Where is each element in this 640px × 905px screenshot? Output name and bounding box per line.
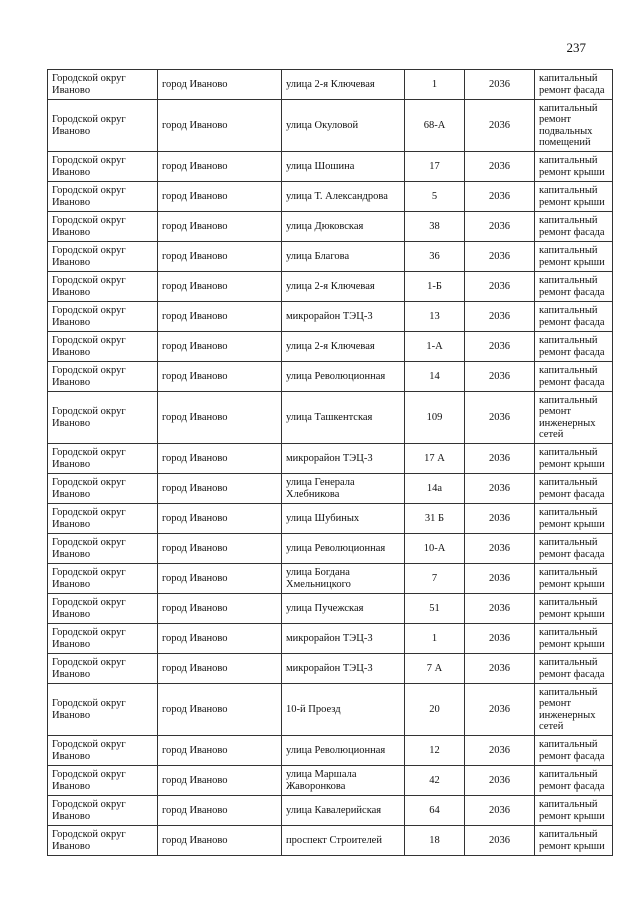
year-cell: 2036 bbox=[465, 242, 535, 272]
house-number-cell: 17 bbox=[405, 152, 465, 182]
work-type-cell: капитальный ремонт крыши bbox=[535, 242, 613, 272]
district-cell: Городской округ Иваново bbox=[48, 212, 158, 242]
street-cell: улица Богдана Хмельницкого bbox=[282, 564, 405, 594]
city-cell: город Иваново bbox=[158, 362, 282, 392]
street-cell: улица Ташкентская bbox=[282, 392, 405, 444]
street-cell: микрорайон ТЭЦ-3 bbox=[282, 654, 405, 684]
year-cell: 2036 bbox=[465, 444, 535, 474]
street-cell: улица Маршала Жаворонкова bbox=[282, 766, 405, 796]
city-cell: город Иваново bbox=[158, 474, 282, 504]
year-cell: 2036 bbox=[465, 796, 535, 826]
house-number-cell: 64 bbox=[405, 796, 465, 826]
city-cell: город Иваново bbox=[158, 504, 282, 534]
city-cell: город Иваново bbox=[158, 826, 282, 856]
table-row bbox=[48, 242, 613, 272]
work-type-cell: капитальный ремонт фасада bbox=[535, 534, 613, 564]
year-cell: 2036 bbox=[465, 594, 535, 624]
house-number-cell: 109 bbox=[405, 392, 465, 444]
city-cell: город Иваново bbox=[158, 302, 282, 332]
district-cell: Городской округ Иваново bbox=[48, 392, 158, 444]
district-cell: Городской округ Иваново bbox=[48, 474, 158, 504]
city-cell: город Иваново bbox=[158, 100, 282, 152]
street-cell: улица Пучежская bbox=[282, 594, 405, 624]
house-number-cell: 14 bbox=[405, 362, 465, 392]
city-cell: город Иваново bbox=[158, 624, 282, 654]
year-cell: 2036 bbox=[465, 684, 535, 736]
street-cell: улица Т. Александрова bbox=[282, 182, 405, 212]
house-number-cell: 36 bbox=[405, 242, 465, 272]
house-number-cell: 7 А bbox=[405, 654, 465, 684]
table-row bbox=[48, 212, 613, 242]
house-number-cell: 12 bbox=[405, 736, 465, 766]
house-number-cell: 7 bbox=[405, 564, 465, 594]
street-cell: улица Окуловой bbox=[282, 100, 405, 152]
house-number-cell: 20 bbox=[405, 684, 465, 736]
house-number-cell: 1-А bbox=[405, 332, 465, 362]
street-cell: улица Генерала Хлебникова bbox=[282, 474, 405, 504]
street-cell: проспект Строителей bbox=[282, 826, 405, 856]
city-cell: город Иваново bbox=[158, 152, 282, 182]
year-cell: 2036 bbox=[465, 272, 535, 302]
house-number-cell: 14а bbox=[405, 474, 465, 504]
table-row bbox=[48, 474, 613, 504]
house-number-cell: 68-А bbox=[405, 100, 465, 152]
year-cell: 2036 bbox=[465, 534, 535, 564]
work-type-cell: капитальный ремонт крыши bbox=[535, 826, 613, 856]
year-cell: 2036 bbox=[465, 504, 535, 534]
year-cell: 2036 bbox=[465, 654, 535, 684]
house-number-cell: 5 bbox=[405, 182, 465, 212]
table-row bbox=[48, 182, 613, 212]
district-cell: Городской округ Иваново bbox=[48, 70, 158, 100]
street-cell: улица 2-я Ключевая bbox=[282, 332, 405, 362]
table-row bbox=[48, 564, 613, 594]
house-number-cell: 38 bbox=[405, 212, 465, 242]
city-cell: город Иваново bbox=[158, 736, 282, 766]
table-row bbox=[48, 766, 613, 796]
work-type-cell: капитальный ремонт фасада bbox=[535, 766, 613, 796]
table-row bbox=[48, 684, 613, 736]
district-cell: Городской округ Иваново bbox=[48, 684, 158, 736]
work-type-cell: капитальный ремонт крыши bbox=[535, 564, 613, 594]
work-type-cell: капитальный ремонт крыши bbox=[535, 504, 613, 534]
city-cell: город Иваново bbox=[158, 534, 282, 564]
work-type-cell: капитальный ремонт крыши bbox=[535, 152, 613, 182]
table-body bbox=[48, 70, 613, 856]
table-row bbox=[48, 534, 613, 564]
year-cell: 2036 bbox=[465, 100, 535, 152]
work-type-cell: капитальный ремонт фасада bbox=[535, 474, 613, 504]
work-type-cell: капитальный ремонт подвальных помещений bbox=[535, 100, 613, 152]
city-cell: город Иваново bbox=[158, 242, 282, 272]
table-row bbox=[48, 594, 613, 624]
district-cell: Городской округ Иваново bbox=[48, 624, 158, 654]
work-type-cell: капитальный ремонт фасада bbox=[535, 332, 613, 362]
year-cell: 2036 bbox=[465, 332, 535, 362]
street-cell: улица Шошина bbox=[282, 152, 405, 182]
street-cell: микрорайон ТЭЦ-3 bbox=[282, 444, 405, 474]
table-row bbox=[48, 332, 613, 362]
year-cell: 2036 bbox=[465, 362, 535, 392]
table-row bbox=[48, 362, 613, 392]
work-type-cell: капитальный ремонт фасада bbox=[535, 272, 613, 302]
district-cell: Городской округ Иваново bbox=[48, 654, 158, 684]
table-row bbox=[48, 654, 613, 684]
street-cell: улица 2-я Ключевая bbox=[282, 272, 405, 302]
street-cell: улица Благова bbox=[282, 242, 405, 272]
district-cell: Городской округ Иваново bbox=[48, 272, 158, 302]
district-cell: Городской округ Иваново bbox=[48, 302, 158, 332]
work-type-cell: капитальный ремонт фасада bbox=[535, 736, 613, 766]
table-row bbox=[48, 272, 613, 302]
table-row bbox=[48, 826, 613, 856]
city-cell: город Иваново bbox=[158, 332, 282, 362]
street-cell: улица Шубиных bbox=[282, 504, 405, 534]
district-cell: Городской округ Иваново bbox=[48, 564, 158, 594]
year-cell: 2036 bbox=[465, 624, 535, 654]
house-number-cell: 1 bbox=[405, 70, 465, 100]
year-cell: 2036 bbox=[465, 826, 535, 856]
district-cell: Городской округ Иваново bbox=[48, 796, 158, 826]
work-type-cell: капитальный ремонт инженерных сетей bbox=[535, 684, 613, 736]
street-cell: улица Революционная bbox=[282, 534, 405, 564]
year-cell: 2036 bbox=[465, 302, 535, 332]
district-cell: Городской округ Иваново bbox=[48, 766, 158, 796]
house-number-cell: 1 bbox=[405, 624, 465, 654]
house-number-cell: 10-А bbox=[405, 534, 465, 564]
house-number-cell: 31 Б bbox=[405, 504, 465, 534]
street-cell: микрорайон ТЭЦ-3 bbox=[282, 302, 405, 332]
district-cell: Городской округ Иваново bbox=[48, 534, 158, 564]
table-row bbox=[48, 624, 613, 654]
table-row bbox=[48, 796, 613, 826]
work-type-cell: капитальный ремонт крыши bbox=[535, 624, 613, 654]
city-cell: город Иваново bbox=[158, 766, 282, 796]
district-cell: Городской округ Иваново bbox=[48, 332, 158, 362]
work-type-cell: капитальный ремонт инженерных сетей bbox=[535, 392, 613, 444]
work-type-cell: капитальный ремонт крыши bbox=[535, 594, 613, 624]
street-cell: улица Дюковская bbox=[282, 212, 405, 242]
year-cell: 2036 bbox=[465, 212, 535, 242]
work-type-cell: капитальный ремонт крыши bbox=[535, 182, 613, 212]
district-cell: Городской округ Иваново bbox=[48, 444, 158, 474]
work-type-cell: капитальный ремонт крыши bbox=[535, 444, 613, 474]
house-number-cell: 13 bbox=[405, 302, 465, 332]
city-cell: город Иваново bbox=[158, 444, 282, 474]
city-cell: город Иваново bbox=[158, 272, 282, 302]
year-cell: 2036 bbox=[465, 392, 535, 444]
year-cell: 2036 bbox=[465, 564, 535, 594]
house-number-cell: 17 А bbox=[405, 444, 465, 474]
city-cell: город Иваново bbox=[158, 654, 282, 684]
city-cell: город Иваново bbox=[158, 564, 282, 594]
city-cell: город Иваново bbox=[158, 392, 282, 444]
table-row bbox=[48, 152, 613, 182]
city-cell: город Иваново bbox=[158, 684, 282, 736]
district-cell: Городской округ Иваново bbox=[48, 826, 158, 856]
work-type-cell: капитальный ремонт фасада bbox=[535, 302, 613, 332]
district-cell: Городской округ Иваново bbox=[48, 152, 158, 182]
year-cell: 2036 bbox=[465, 152, 535, 182]
table-row bbox=[48, 736, 613, 766]
year-cell: 2036 bbox=[465, 474, 535, 504]
work-type-cell: капитальный ремонт фасада bbox=[535, 654, 613, 684]
street-cell: улица Революционная bbox=[282, 362, 405, 392]
table-row bbox=[48, 444, 613, 474]
year-cell: 2036 bbox=[465, 182, 535, 212]
city-cell: город Иваново bbox=[158, 796, 282, 826]
street-cell: улица Кавалерийская bbox=[282, 796, 405, 826]
district-cell: Городской округ Иваново bbox=[48, 182, 158, 212]
city-cell: город Иваново bbox=[158, 212, 282, 242]
year-cell: 2036 bbox=[465, 70, 535, 100]
repair-schedule-table bbox=[47, 69, 613, 856]
work-type-cell: капитальный ремонт фасада bbox=[535, 70, 613, 100]
street-cell: 10-й Проезд bbox=[282, 684, 405, 736]
table-row bbox=[48, 504, 613, 534]
year-cell: 2036 bbox=[465, 736, 535, 766]
district-cell: Городской округ Иваново bbox=[48, 504, 158, 534]
house-number-cell: 42 bbox=[405, 766, 465, 796]
city-cell: город Иваново bbox=[158, 70, 282, 100]
table-row bbox=[48, 392, 613, 444]
street-cell: улица Революционная bbox=[282, 736, 405, 766]
house-number-cell: 1-Б bbox=[405, 272, 465, 302]
district-cell: Городской округ Иваново bbox=[48, 362, 158, 392]
district-cell: Городской округ Иваново bbox=[48, 736, 158, 766]
work-type-cell: капитальный ремонт фасада bbox=[535, 362, 613, 392]
table-row bbox=[48, 100, 613, 152]
work-type-cell: капитальный ремонт фасада bbox=[535, 212, 613, 242]
year-cell: 2036 bbox=[465, 766, 535, 796]
house-number-cell: 51 bbox=[405, 594, 465, 624]
city-cell: город Иваново bbox=[158, 182, 282, 212]
house-number-cell: 18 bbox=[405, 826, 465, 856]
district-cell: Городской округ Иваново bbox=[48, 242, 158, 272]
street-cell: улица 2-я Ключевая bbox=[282, 70, 405, 100]
street-cell: микрорайон ТЭЦ-3 bbox=[282, 624, 405, 654]
district-cell: Городской округ Иваново bbox=[48, 594, 158, 624]
work-type-cell: капитальный ремонт крыши bbox=[535, 796, 613, 826]
page-number: 237 bbox=[566, 40, 586, 55]
district-cell: Городской округ Иваново bbox=[48, 100, 158, 152]
table-row bbox=[48, 70, 613, 100]
city-cell: город Иваново bbox=[158, 594, 282, 624]
table-row bbox=[48, 302, 613, 332]
